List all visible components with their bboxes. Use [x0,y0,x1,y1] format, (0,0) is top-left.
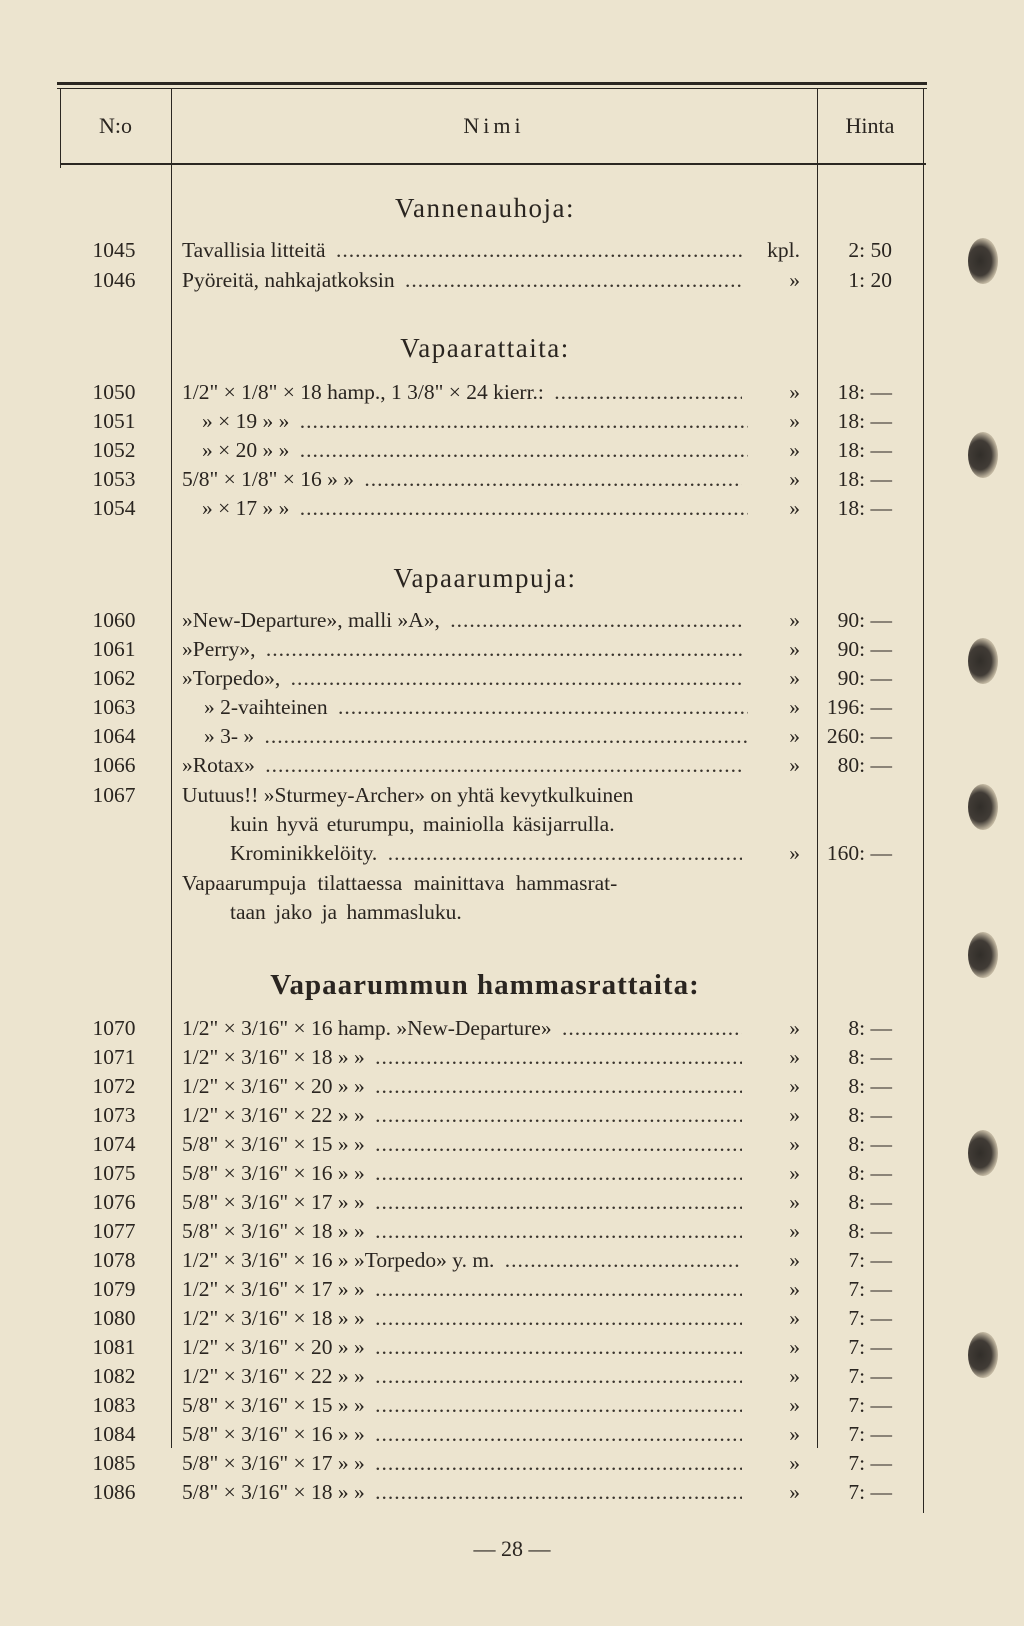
table-row [0,494,1024,522]
table-row [0,378,1024,406]
item-price: 7: — [848,1335,892,1359]
item-name: 5/8" × 3/16" × 16 » » ..... [182,1420,742,1448]
item-price: 7: — [848,1277,892,1301]
table-row [0,407,1024,435]
item-unit: » [748,407,800,435]
item-name: 1/2" × 3/16" × 22 » » ..... [182,1101,742,1129]
item-number: 1083 [92,1393,136,1417]
item-number: 1072 [92,1074,136,1098]
item-number: 1082 [92,1364,136,1388]
item-name: 1/2" × 3/16" × 16 » »Torpedo» y. m. ..... [182,1246,742,1274]
item-name: 5/8" × 1/8" × 16 » » ..... [182,465,742,493]
item-number: 1081 [92,1335,136,1359]
section-title: Vannenauhoja: [395,193,575,223]
item-unit: kpl. [748,236,800,264]
item-name: » × 17 » » ..... [182,494,762,522]
item-number: 1050 [92,380,136,404]
table-row [0,266,1024,294]
item-name: »Torpedo», ..... [182,664,742,692]
item-name: 1/2" × 3/16" × 18 » » ..... [182,1304,742,1332]
item-number: 1079 [92,1277,136,1301]
item-unit: » [748,1362,800,1390]
item-price: 260: — [826,724,892,748]
item-number: 1054 [92,496,136,520]
item-number: 1051 [92,409,136,433]
item-name: » 3- » ..... [182,722,764,750]
item-price: 90: — [837,608,892,632]
item-number: 1078 [92,1248,136,1272]
table-row [0,693,1024,721]
item-name: 1/2" × 3/16" × 16 hamp. »New-Departure» ..... [182,1014,742,1042]
item-unit: » [748,494,800,522]
item-name: Krominikkelöity. ..... [230,839,742,867]
item-price: 18: — [837,409,892,433]
item-number: 1086 [92,1480,136,1504]
table-row [0,1188,1024,1216]
item-number: 1070 [92,1016,136,1040]
item-number: 1080 [92,1306,136,1330]
item-name: » 2-vaihteinen ..... [182,693,764,721]
item-unit: » [748,664,800,692]
item-number: 1076 [92,1190,136,1214]
item-price: 90: — [837,637,892,661]
item-price: 18: — [837,380,892,404]
item-description-line: Uutuus!! »Sturmey-Archer» on yhtä kevytkulkuinen [182,783,634,807]
item-number: 1052 [92,438,136,462]
punch-hole [968,432,998,478]
table-row [0,1043,1024,1071]
item-price: 18: — [837,438,892,462]
item-price: 8: — [848,1016,892,1040]
punch-hole [968,1130,998,1176]
table-row [0,1014,1024,1042]
item-name: 5/8" × 3/16" × 18 » » ..... [182,1217,742,1245]
table-row [0,751,1024,779]
item-unit: » [748,1391,800,1419]
item-price: 18: — [837,496,892,520]
item-price: 196: — [826,695,892,719]
item-name: 5/8" × 3/16" × 15 » » ..... [182,1130,742,1158]
item-name: 1/2" × 3/16" × 17 » » ..... [182,1275,742,1303]
item-name: 1/2" × 3/16" × 18 » » ..... [182,1043,742,1071]
item-number: 1060 [92,608,136,632]
item-unit: » [748,465,800,493]
table-row [0,839,1024,867]
punch-hole [968,638,998,684]
item-name: 1/2" × 3/16" × 20 » » ..... [182,1333,742,1361]
item-price: 160: — [826,841,892,865]
item-number: 1045 [92,238,136,262]
item-name: 5/8" × 3/16" × 17 » » ..... [182,1188,742,1216]
item-unit: » [748,1333,800,1361]
item-name: 1/2" × 1/8" × 18 hamp., 1 3/8" × 24 kierr.: ..... [182,378,742,406]
item-price: 8: — [848,1074,892,1098]
table-row [0,1478,1024,1506]
item-price: 8: — [848,1045,892,1069]
table-row [0,1391,1024,1419]
item-unit: » [748,1304,800,1332]
section-title: Vapaarattaita: [400,333,570,363]
item-number: 1074 [92,1132,136,1156]
table-row [0,236,1024,264]
item-number: 1062 [92,666,136,690]
item-price: 7: — [848,1393,892,1417]
table-row [0,722,1024,750]
item-unit: » [748,839,800,867]
top-rule [57,82,927,85]
item-price: 7: — [848,1422,892,1446]
item-unit: » [748,751,800,779]
item-unit: » [748,1478,800,1506]
item-unit: » [748,378,800,406]
item-unit: » [748,1159,800,1187]
item-price: 90: — [837,666,892,690]
table-row [0,1275,1024,1303]
section-title: Vapaarumpuja: [393,563,577,593]
punch-hole [968,784,998,830]
item-number: 1066 [92,753,136,777]
item-unit: » [748,1246,800,1274]
item-unit: » [748,1043,800,1071]
top-rule-thin [57,88,927,89]
section-title: Vapaarummun hammasrattaita: [270,969,700,1001]
table-row [0,1101,1024,1129]
item-unit: » [748,1188,800,1216]
item-name: »Perry», ..... [182,635,742,663]
table-row [0,1217,1024,1245]
table-row [0,635,1024,663]
item-number: 1085 [92,1451,136,1475]
item-name: »Rotax» ..... [182,751,742,779]
item-price: 7: — [848,1248,892,1272]
item-price: 18: — [837,467,892,491]
item-number: 1084 [92,1422,136,1446]
item-price: 2: 50 [848,238,892,262]
item-number: 1053 [92,467,136,491]
item-name: » × 19 » » ..... [182,407,762,435]
item-name: 5/8" × 3/16" × 17 » » ..... [182,1449,742,1477]
table-row [0,1130,1024,1158]
item-unit: » [748,1217,800,1245]
item-unit: » [748,436,800,464]
punch-hole [968,932,998,978]
page-number: — 28 — [473,1536,551,1561]
item-price: 7: — [848,1451,892,1475]
item-price: 7: — [848,1306,892,1330]
item-price: 7: — [848,1364,892,1388]
header-no: N:o [99,113,132,138]
item-name: 1/2" × 3/16" × 20 » » ..... [182,1072,742,1100]
item-price: 1: 20 [848,268,892,292]
table-row [0,1246,1024,1274]
header-rule [60,163,926,165]
item-name: 5/8" × 3/16" × 16 » » ..... [182,1159,742,1187]
table-row [0,465,1024,493]
punch-hole [968,1332,998,1378]
item-name: 5/8" × 3/16" × 18 » » ..... [182,1478,742,1506]
item-name: » × 20 » » ..... [182,436,762,464]
item-number: 1046 [92,268,136,292]
table-row [0,1159,1024,1187]
item-price: 8: — [848,1161,892,1185]
item-number: 1067 [92,783,136,807]
item-number: 1077 [92,1219,136,1243]
table-row [0,664,1024,692]
table-row [0,1420,1024,1448]
table-row [0,1333,1024,1361]
item-unit: » [748,266,800,294]
item-price: 80: — [837,753,892,777]
item-number: 1071 [92,1045,136,1069]
item-price: 8: — [848,1103,892,1127]
table-row [0,1449,1024,1477]
item-number: 1064 [92,724,136,748]
item-unit: » [748,1014,800,1042]
item-unit: » [748,1420,800,1448]
table-row [0,606,1024,634]
item-unit: » [748,606,800,634]
item-unit: » [748,693,800,721]
header-name: Nimi [463,113,525,138]
item-unit: » [748,1101,800,1129]
item-unit: » [748,1130,800,1158]
item-name: 5/8" × 3/16" × 15 » » ..... [182,1391,742,1419]
note-line: taan jako ja hammasluku. [230,900,462,924]
table-row [0,1304,1024,1332]
item-unit: » [748,1449,800,1477]
item-unit: » [748,635,800,663]
item-name: Tavallisia litteitä ..... [182,236,742,264]
item-price: 8: — [848,1219,892,1243]
table-row [0,436,1024,464]
item-number: 1075 [92,1161,136,1185]
item-price: 7: — [848,1480,892,1504]
table-row [0,1072,1024,1100]
item-number: 1061 [92,637,136,661]
item-unit: » [748,722,800,750]
header-price: Hinta [845,113,895,138]
punch-hole [968,238,998,284]
item-number: 1063 [92,695,136,719]
item-price: 8: — [848,1190,892,1214]
item-price: 8: — [848,1132,892,1156]
item-unit: » [748,1072,800,1100]
note-line: Vapaarumpuja tilattaessa mainittava hammasrat- [182,871,618,895]
item-description-line: kuin hyvä eturumpu, mainiolla käsijarrulla. [230,812,615,836]
item-number: 1073 [92,1103,136,1127]
item-unit: » [748,1275,800,1303]
table-row [0,1362,1024,1390]
item-name: »New-Departure», malli »A», ..... [182,606,742,634]
item-name: Pyöreitä, nahkajatkoksin ..... [182,266,742,294]
item-name: 1/2" × 3/16" × 22 » » ..... [182,1362,742,1390]
